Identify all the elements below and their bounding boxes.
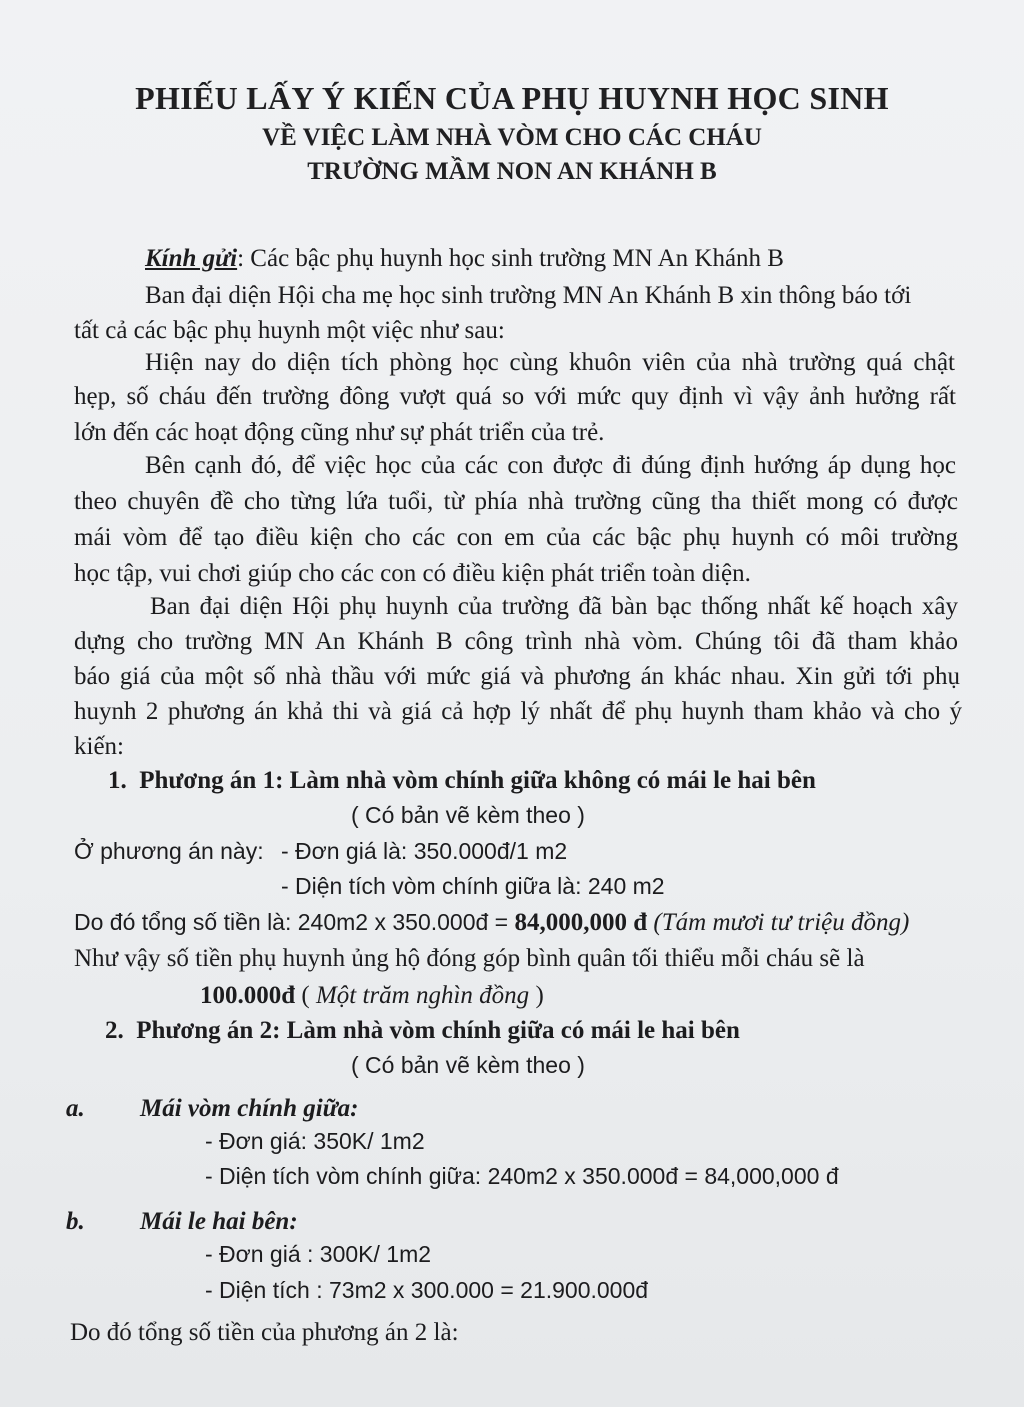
paragraph-line: dựng cho trường MN An Khánh B công trình nhà vòm. Chúng tôi đã tham khảo — [74, 628, 958, 655]
paragraph-line: báo giá của một số nhà thầu với mức giá và phương án khác nhau. Xin gửi tới phụ — [74, 663, 960, 690]
option2-b-price: - Đơn giá : 300K/ 1m2 — [205, 1241, 432, 1267]
option2-a-marker: a. — [66, 1095, 85, 1122]
option2-a-title: Mái vòm chính giữa: — [140, 1095, 359, 1122]
option1-area: - Diện tích vòm chính giữa là: 240 m2 — [281, 873, 665, 899]
paragraph-line: học tập, vui chơi giúp cho các con có điều kiện phát triển toàn diện. — [74, 560, 751, 587]
paragraph-line: Bên cạnh đó, để việc học của các con được đi đúng định hướng áp dụng học — [145, 452, 956, 479]
option1-heading — [108, 768, 816, 793]
option2-total-line: Do đó tổng số tiền của phương án 2 là: — [70, 1319, 459, 1346]
paragraph-line: Ban đại diện Hội cha mẹ học sinh trường MN An Khánh B xin thông báo tới — [145, 282, 912, 309]
paragraph-line: Ban đại diện Hội phụ huynh của trường đã bàn bạc thống nhất kế hoạch xây — [150, 593, 958, 620]
option1-row-label: Ở phương án này: — [74, 838, 264, 864]
option1-total-formula: Do đó tổng số tiền là: 240m2 x 350.000đ = — [74, 909, 515, 935]
document-school-name: TRƯỜNG MẦM NON AN KHÁNH B — [307, 158, 717, 185]
option1-label: Phương án 1 — [139, 767, 276, 794]
option2-a-price: - Đơn giá: 350K/ 1m2 — [205, 1128, 425, 1154]
option1-drawing-note: ( Có bản vẽ kèm theo ) — [351, 802, 585, 828]
per-child-words: Một trăm nghìn đồng — [315, 982, 530, 1009]
option1-total-amount: 84,000,000 đ — [514, 909, 648, 936]
document-title: PHIẾU LẤY Ý KIẾN CỦA PHỤ HUYNH HỌC SINH — [135, 80, 889, 116]
paragraph-line: hẹp, số cháu đến trường đông vượt quá so với mức quy định vì vậy ảnh hưởng rất — [74, 383, 956, 410]
salutation-text: : Các bậc phụ huynh học sinh trường MN An Khánh B — [237, 245, 784, 272]
option2-b-title: Mái le hai bên: — [140, 1208, 298, 1235]
salutation — [145, 246, 784, 271]
paragraph-line: mái vòm để tạo điều kiện cho các con em của các bậc phụ huynh có môi trường — [74, 524, 958, 551]
option2-b-marker: b. — [66, 1208, 85, 1235]
option1-per-child — [200, 983, 544, 1008]
option1-total-words: (Tám mươi tư triệu đồng) — [653, 909, 910, 936]
paragraph-line: Hiện nay do diện tích phòng học cùng khuôn viên của nhà trường quá chật — [145, 349, 955, 376]
per-child-paren-open: ( — [295, 982, 316, 1009]
option2-number: 2. — [105, 1017, 124, 1044]
option1-total — [74, 910, 909, 935]
paragraph-line: theo chuyên đề cho từng lứa tuổi, từ phía nhà trường cũng tha thiết mong có được — [74, 488, 958, 515]
per-child-paren-close: ) — [529, 982, 544, 1009]
option1-heading-text: : Làm nhà vòm chính giữa không có mái le hai bên — [275, 767, 816, 794]
option1-unit-price: - Đơn giá là: 350.000đ/1 m2 — [281, 838, 568, 864]
option1-summary: Như vậy số tiền phụ huynh ủng hộ đóng góp bình quân tối thiểu mỗi cháu sẽ là — [74, 945, 865, 972]
salutation-label: Kính gửi — [145, 245, 238, 272]
option2-a-area: - Diện tích vòm chính giữa: 240m2 x 350.000đ = 84,000,000 đ — [205, 1163, 839, 1189]
document-subtitle: VỀ VIỆC LÀM NHÀ VÒM CHO CÁC CHÁU — [262, 124, 762, 151]
paragraph-line: huynh 2 phương án khả thi và giá cả hợp lý nhất để phụ huynh tham khảo và cho ý — [74, 698, 962, 725]
per-child-amount: 100.000đ — [200, 982, 296, 1009]
option2-b-area: - Diện tích : 73m2 x 300.000 = 21.900.000đ — [205, 1277, 649, 1303]
option2-drawing-note: ( Có bản vẽ kèm theo ) — [351, 1052, 585, 1078]
option1-number: 1. — [108, 767, 127, 794]
option2-heading — [105, 1018, 740, 1043]
option2-heading-text: Phương án 2: Làm nhà vòm chính giữa có mái le hai bên — [136, 1017, 740, 1044]
paragraph-line: tất cả các bậc phụ huynh một việc như sau: — [74, 317, 505, 344]
paragraph-line: lớn đến các hoạt động cũng như sự phát triển của trẻ. — [74, 419, 605, 446]
paragraph-line: kiến: — [74, 733, 124, 760]
